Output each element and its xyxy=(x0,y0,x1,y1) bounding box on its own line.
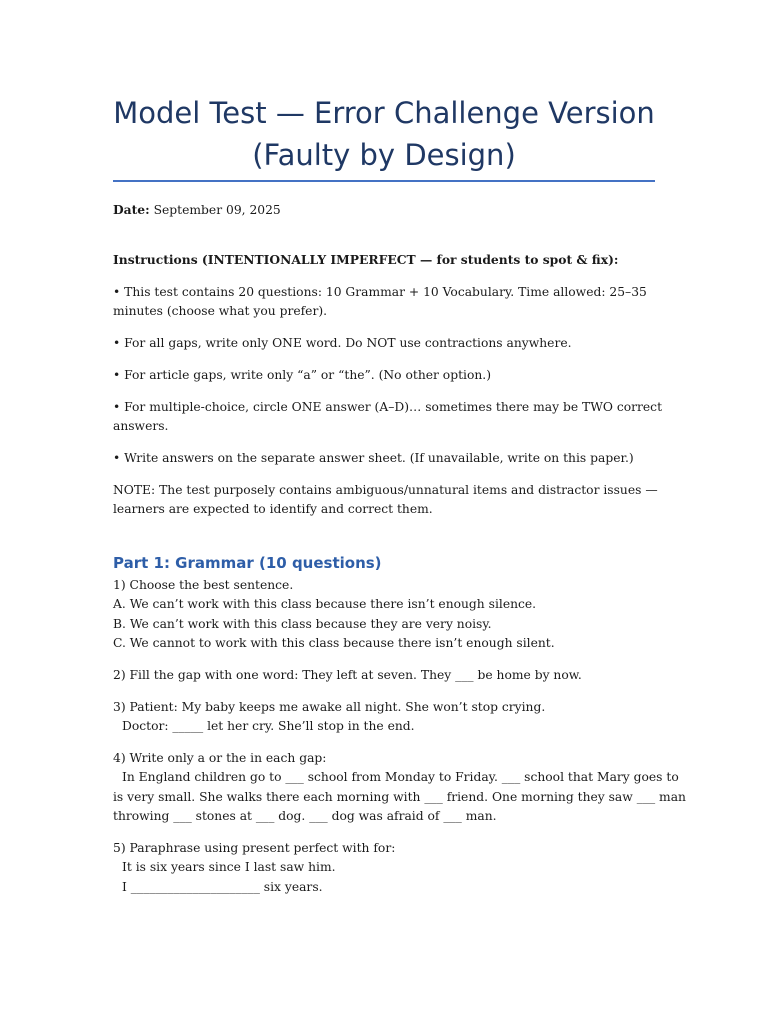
question-2: 2) Fill the gap with one word: They left at seven. They ___ be home by now. xyxy=(113,668,582,682)
instruction-item-1: • This test contains 20 questions: 10 Grammar + 10 Vocabulary. Time allowed: 25–35 minutes (choose what you prefer). xyxy=(113,285,647,319)
question-1 xyxy=(113,576,658,654)
date-label: Date: xyxy=(113,202,150,217)
date-value: September 09, 2025 xyxy=(153,203,281,217)
question-1-prompt: 1) Choose the best sentence. xyxy=(113,578,294,592)
instruction-item-2: • For all gaps, write only ONE word. Do NOT use contractions anywhere. xyxy=(113,336,572,350)
title-line-2: (Faulty by Design) xyxy=(252,138,516,172)
question-4: 4) Write only a or the in each gap: In England children go to ___ school from Monday to Friday. ___ school that Mary goes to is very small. She walks there each morning with ___ friend. One morning they saw ___ man throwing ___ stones at ___ dog. ___ dog was afraid of ___ man. xyxy=(113,751,686,824)
question-5: 5) Paraphrase using present perfect with for: It is six years since I last saw him. I _____________________ six years. xyxy=(113,841,396,894)
date-line xyxy=(113,200,658,220)
instruction-item-4: • For multiple-choice, circle ONE answer (A–D)… sometimes there may be TWO correct answers. xyxy=(113,400,663,434)
part-1-heading: Part 1: Grammar (10 questions) xyxy=(113,554,382,572)
title-divider xyxy=(113,180,655,182)
question-3: 3) Patient: My baby keeps me awake all night. She won’t stop crying. Doctor: _____ let her cry. She’ll stop in the end. xyxy=(113,700,546,734)
question-1-option-a: A. We can’t work with this class because there isn’t enough silence. xyxy=(113,597,537,612)
document-title xyxy=(113,92,655,176)
question-1-option-b: B. We can’t work with this class because they are very noisy. xyxy=(113,616,492,631)
instruction-item-3: • For article gaps, write only “a” or “the”. (No other option.) xyxy=(113,368,491,382)
title-line-1: Model Test — Error Challenge Version xyxy=(113,96,655,130)
instructions-heading: Instructions (INTENTIONALLY IMPERFECT — for students to spot & fix): xyxy=(113,252,619,267)
question-1-option-c: C. We cannot to work with this class because there isn’t enough silent. xyxy=(113,636,555,651)
instruction-item-5: • Write answers on the separate answer sheet. (If unavailable, write on this paper.) xyxy=(113,451,634,465)
note-paragraph: NOTE: The test purposely contains ambiguous/unnatural items and distractor issues — learners are expected to identify and correct them. xyxy=(113,483,658,517)
